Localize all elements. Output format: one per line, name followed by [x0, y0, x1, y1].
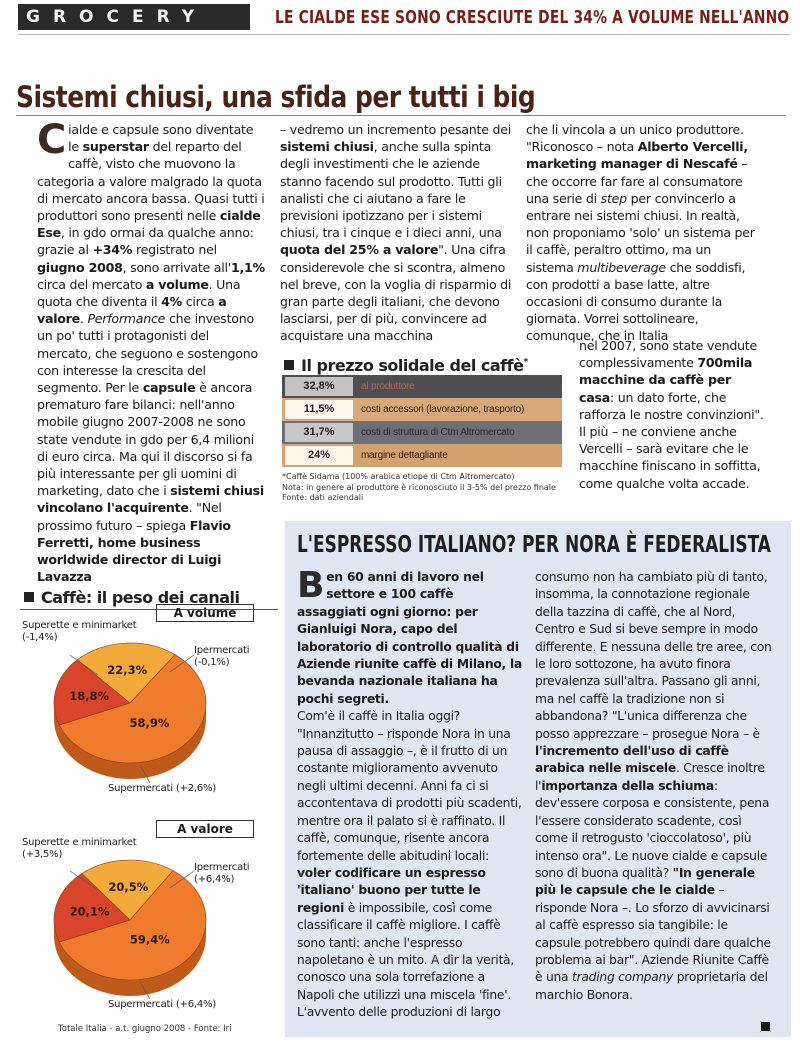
text-run: a volume: [145, 276, 209, 292]
text-run: sistemi chiusi: [280, 139, 374, 155]
text-run: voler codificare un espresso 'italiano' buono per tutte le regioni: [297, 865, 486, 915]
text-run: per convincerlo a entrare nei sistemi chiusi. In realtà, non proponiamo 'solo' un sistema per il caffè, peraltro ottimo, ma un sistema: [526, 190, 755, 275]
text-run: .: [79, 311, 88, 327]
text-run: 700mila macchine da caffè per casa: [579, 355, 753, 405]
text-run: Performance: [87, 311, 166, 327]
text-run: , in gdo ormai da qualche anno: grazie al: [37, 225, 254, 258]
text-run: multibeverage: [577, 259, 666, 275]
text-run: nel 2007, sono state vendute complessivamente: [579, 338, 757, 371]
text-run: en 60 anni di lavoro nel settore e 100 caffè assaggiati ogni giorno: per Gianluigi Nora, capo del laboratorio di controllo qualità di Aziende riunite caffè di Milano, la bevanda nazionale italiana ha pochi segreti.: [297, 570, 522, 706]
interview-column-2: [535, 569, 775, 1004]
pie-value-label: 22,3%: [107, 663, 148, 678]
text-run: sistemi chiusi vincolano l'acquirente: [37, 483, 264, 516]
text-run: che investono un po' tutti i protagonisti del mercato, che seguono e sostengono con interesse la crescita del segmento. Per le: [37, 311, 258, 396]
text-run: . Una quota che diventa il: [37, 276, 241, 310]
pie-charts: [0, 0, 300, 1059]
footnote-marker: *: [523, 357, 528, 368]
article-column-3-continued: [579, 337, 769, 492]
section-label: GROCERY: [26, 7, 208, 27]
end-of-article-mark: [761, 1022, 770, 1031]
price-table-title: [284, 356, 528, 375]
chart-2-label-ipermercati: Ipermercati (+6,4%): [194, 862, 250, 885]
text-run: consumo non ha cambiato più di tanto, insomma, la connotazione regionale della tazzina di caffè, che al Nord, Centro e Sud si beve sempre in modo differente. E nessuna delle tre aree, con le loro sottozone, ha avuto finora prevalenza sull'altra. Passano gli anni, ma nel caffè la tradizione non si abbandona? "L'unica differenza che posso apprezzare – prosegue Nora – è: [535, 570, 772, 741]
text-run: +34%: [92, 242, 133, 258]
chart-2-title: A valore: [156, 820, 254, 838]
text-run: : un dato forte, che rafforza le nostre convinzioni". Il più – ne conviene anche Vercelli – sarà evitare che le macchine finiscano in soffitta, come qualche volta accade.: [579, 389, 764, 491]
chart-1-title: A volume: [156, 604, 254, 622]
interview-title: L'ESPRESSO ITALIANO? PER NORA È FEDERALISTA: [297, 532, 771, 558]
text-run: giugno 2008: [37, 259, 123, 275]
chart-2-label-supermercati: Supermercati (+6,4%): [108, 999, 217, 1010]
price-table-notes: [282, 472, 572, 504]
text-run: proprietaria del marchio Bonora.: [535, 970, 768, 1002]
text-run: 4%: [161, 294, 182, 310]
text-run: trading company: [572, 970, 674, 985]
text-run: quota del 25% a valore: [280, 242, 439, 258]
pie-value-label: 59,4%: [129, 932, 170, 947]
text-run: – che occorre far fare al consumatore una serie di: [526, 156, 748, 206]
article-column-2: [280, 121, 518, 345]
table-note: Fonte: dati aziendali: [282, 493, 364, 502]
text-run: – risponde Nora –. Lo sforzo di avvicinarsi al caffè espresso sia tangibile: le capsule potrebbero quindi dare qualche problema ai bar". Aziende Riunite Caffè è una: [535, 883, 771, 985]
article-column-3: [526, 121, 762, 345]
table-note: Nota: in genere al produttore è riconosciuto il 3-5% del prezzo finale: [282, 482, 556, 492]
text-run: Com'è il caffè in Italia oggi?: [297, 709, 461, 724]
text-run: importanza della schiuma: [541, 778, 714, 793]
price-component-label: costi di struttura di Ctm Altromercato: [361, 427, 515, 438]
text-run: , anche sulla spinta degli investimenti che le aziende stanno facendo sul prodotto. Tutti gli analisti che ci aiutano a fare le previsioni ipotizzano per i sistemi chiusi, tra i cinque e i dieci anni, una: [280, 139, 502, 241]
text-run: è ancora prematuro fare bilanci: nell'anno mobile giugno 2007-2008 ne sono state vendute in gdo per 6,4 milioni di euro circa. Ma qui il discorso si fa più interessante per gli uomini di marketing, dato che i: [37, 380, 254, 499]
drop-cap: C: [37, 117, 67, 163]
header-headline: LE CIALDE ESE SONO CRESCIUTE DEL 34% A VOLUME NELL'ANNO: [275, 8, 790, 28]
text-run: . "Nel prossimo futuro – spiega: [37, 500, 222, 533]
price-table-title-text: Il prezzo solidale del caffè: [301, 356, 524, 375]
text-run: è impossibile, così come classificare il caffè migliore. I caffè sono tanti: anche l'espresso napoletano è un mito. A dir la verità, conosco una sola torrefazione a Napoli che utilizzi una miscela 'fine'. L'avvento delle produzioni di largo: [297, 900, 514, 1020]
text-run: circa del mercato: [37, 276, 146, 292]
chart-1-label-supermercati: Supermercati (+2,6%): [108, 783, 217, 794]
price-share: 31,7%: [285, 423, 353, 442]
price-share: 11,5%: [285, 400, 353, 419]
pie-value-label: 58,9%: [129, 715, 170, 730]
text-run: 1,1%: [230, 259, 265, 275]
text-run: registrato nel: [132, 242, 217, 258]
text-run: , sono arrivate all': [122, 259, 231, 275]
price-component-label: costi accessori (lavorazione, trasporto): [361, 404, 525, 415]
chart-source: Totale Italia - a.t. giugno 2008 - Fonte: Iri: [58, 1024, 232, 1034]
article-title: Sistemi chiusi, una sfida per tutti i big: [16, 80, 536, 114]
charts-title-text: Caffè: il peso dei canali: [41, 588, 240, 607]
pie-value-label: 20,1%: [69, 904, 110, 919]
chart-1-label-ipermercati: Ipermercati (-0,1%): [194, 645, 250, 668]
text-run: Flavio Ferretti, home business worldwide director di Luigi Lavazza: [37, 517, 231, 585]
pie-value-label: 20,5%: [108, 880, 149, 895]
text-run: : dev'essere corposa e consistente, pena l'essere considerato scadente, così come il retrogusto 'cioccolatoso', più intenso ora". Le nuove cialde e capsule sono di buona qualità?: [535, 778, 770, 880]
text-run: Alberto Vercelli, marketing manager di Nescafé: [526, 139, 748, 172]
chart-1-label-superette: Superette e minimarket (-1,4%): [22, 620, 137, 643]
interview-column-1: [297, 565, 523, 1022]
text-run: – vedremo un incremento pesante dei: [280, 122, 511, 137]
text-run: . Cresce inoltre l': [535, 761, 765, 793]
text-run: circa: [181, 294, 219, 310]
text-run: "Innanzitutto – risponde Nora in una pausa di assaggio –, è il frutto di un costante miglioramento avvenuto negli ultimi decenni. Anni fa ci si accontentava di prodotti più scadenti, mentre ora il palato si è raffinato. Il caffè, comunque, risente ancora fortemente delle abitudini locali:: [297, 726, 522, 863]
text-run: che li vincola a un unico produttore. "Riconosco – nota: [526, 122, 744, 155]
price-table-row: [282, 444, 562, 467]
text-run: "In generale più le capsule che le cialde: [535, 865, 755, 898]
text-run: superstar: [82, 139, 149, 155]
pie-value-label: 18,8%: [69, 689, 110, 704]
chart-2-label-superette: Superette e minimarket (+3,5%): [22, 837, 137, 860]
text-run: step: [600, 190, 627, 206]
text-run: l'incremento dell'uso di caffè arabica nelle miscele: [535, 744, 729, 776]
price-share: 32,8%: [285, 377, 353, 396]
text-run: del reparto del caffè, visto che muovono la categoria a valore malgrado la quota di mercato ancora bassa. Quasi tutti i produttori sono presenti nelle: [37, 139, 265, 224]
table-note: *Caffè Sidama (100% arabica etiope di Ctm Altromercato): [282, 472, 515, 481]
price-share: 24%: [285, 446, 353, 465]
drop-cap: B: [297, 565, 325, 606]
text-run: cialde Ese: [37, 208, 261, 241]
price-table-row: [282, 375, 562, 398]
text-run: che soddisfi, con prodotti a base latte, altre occasioni di consumo durante la giornata. Vorrei sottolineare, comunque, che in Italia: [526, 259, 746, 344]
text-run: capsule: [142, 380, 196, 396]
text-run: ". Una cifra considerevole che si scontra, almeno nel breve, con la voglia di risparmio di gran parte degli italiani, che devono lasciarsi, per di più, convincere ad acquistare una macchina: [280, 242, 512, 344]
text-run: ialde e capsule sono diventate le: [68, 122, 254, 155]
price-component-label: al produttore: [361, 381, 415, 392]
price-table-row: [282, 398, 562, 421]
text-run: a valore: [37, 294, 227, 327]
price-table-row: [282, 421, 562, 444]
price-component-label: margine dettagliante: [361, 450, 448, 461]
